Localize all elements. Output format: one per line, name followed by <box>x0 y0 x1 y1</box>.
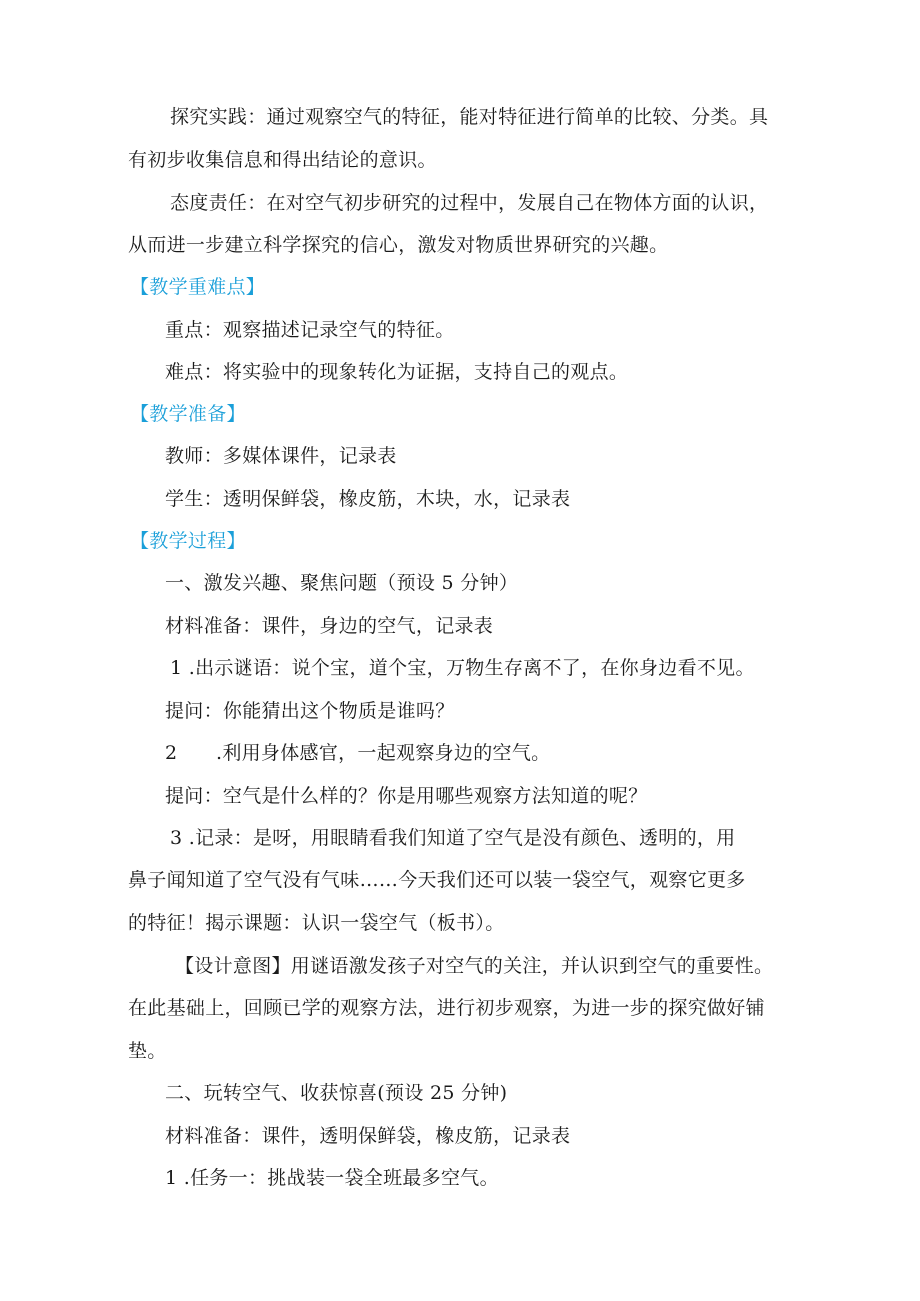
step1-riddle: 1 .出示谜语：说个宝，道个宝，万物生存离不了，在你身边看不见。 <box>170 657 755 679</box>
heading-key-points: 【教学重难点】 <box>130 276 266 298</box>
attitude-line-2: 从而进一步建立科学探究的信心，激发对物质世界研究的兴趣。 <box>128 234 669 256</box>
attitude-line-1: 态度责任：在对空气初步研究的过程中，发展自己在物体方面的认识， <box>170 192 769 214</box>
student-prep-text: 学生：透明保鲜袋，橡皮筋，木块，水，记录表 <box>165 488 571 510</box>
step2-observe: 2 .利用身体感官，一起观察身边的空气。 <box>165 742 551 764</box>
practice-line-2: 有初步收集信息和得出结论的意识。 <box>128 149 437 171</box>
question-2: 提问：空气是什么样的？你是用哪些观察方法知道的呢？ <box>165 785 648 807</box>
step3-line-1: 3 .记录：是呀，用眼睛看我们知道了空气是没有颜色、透明的，用 <box>170 827 736 849</box>
question-1: 提问：你能猜出这个物质是谁吗？ <box>165 700 455 722</box>
difficulty-text: 难点：将实验中的现象转化为证据，支持自己的观点。 <box>165 361 629 383</box>
design-intent-line-2: 在此基础上，回顾已学的观察方法，进行初步观察，为进一步的探究做好铺 <box>128 997 765 1019</box>
teacher-prep-text: 教师：多媒体课件，记录表 <box>165 445 397 467</box>
task1-text: 1 .任务一：挑战装一袋全班最多空气。 <box>165 1167 499 1189</box>
step3-line-3: 的特征！揭示课题：认识一袋空气（板书）。 <box>128 912 505 934</box>
step3-line-2: 鼻子闻知道了空气没有气味……今天我们还可以装一袋空气，观察它更多 <box>128 869 746 891</box>
design-intent-line-1: 【设计意图】用谜语激发孩子对空气的关注，并认识到空气的重要性。 <box>175 955 774 977</box>
design-intent-line-3: 垫。 <box>128 1040 167 1062</box>
part2-title: 二、玩转空气、收获惊喜(预设 25 分钟) <box>165 1082 508 1104</box>
part1-title: 一、激发兴趣、聚焦问题（预设 5 分钟） <box>165 572 519 594</box>
part1-materials: 材料准备：课件，身边的空气，记录表 <box>165 615 494 637</box>
heading-preparation: 【教学准备】 <box>130 403 246 425</box>
part2-materials: 材料准备：课件，透明保鲜袋，橡皮筋，记录表 <box>165 1125 571 1147</box>
practice-line-1: 探究实践：通过观察空气的特征，能对特征进行简单的比较、分类。具 <box>170 106 769 128</box>
heading-process: 【教学过程】 <box>130 530 246 552</box>
key-point-text: 重点：观察描述记录空气的特征。 <box>165 319 455 341</box>
